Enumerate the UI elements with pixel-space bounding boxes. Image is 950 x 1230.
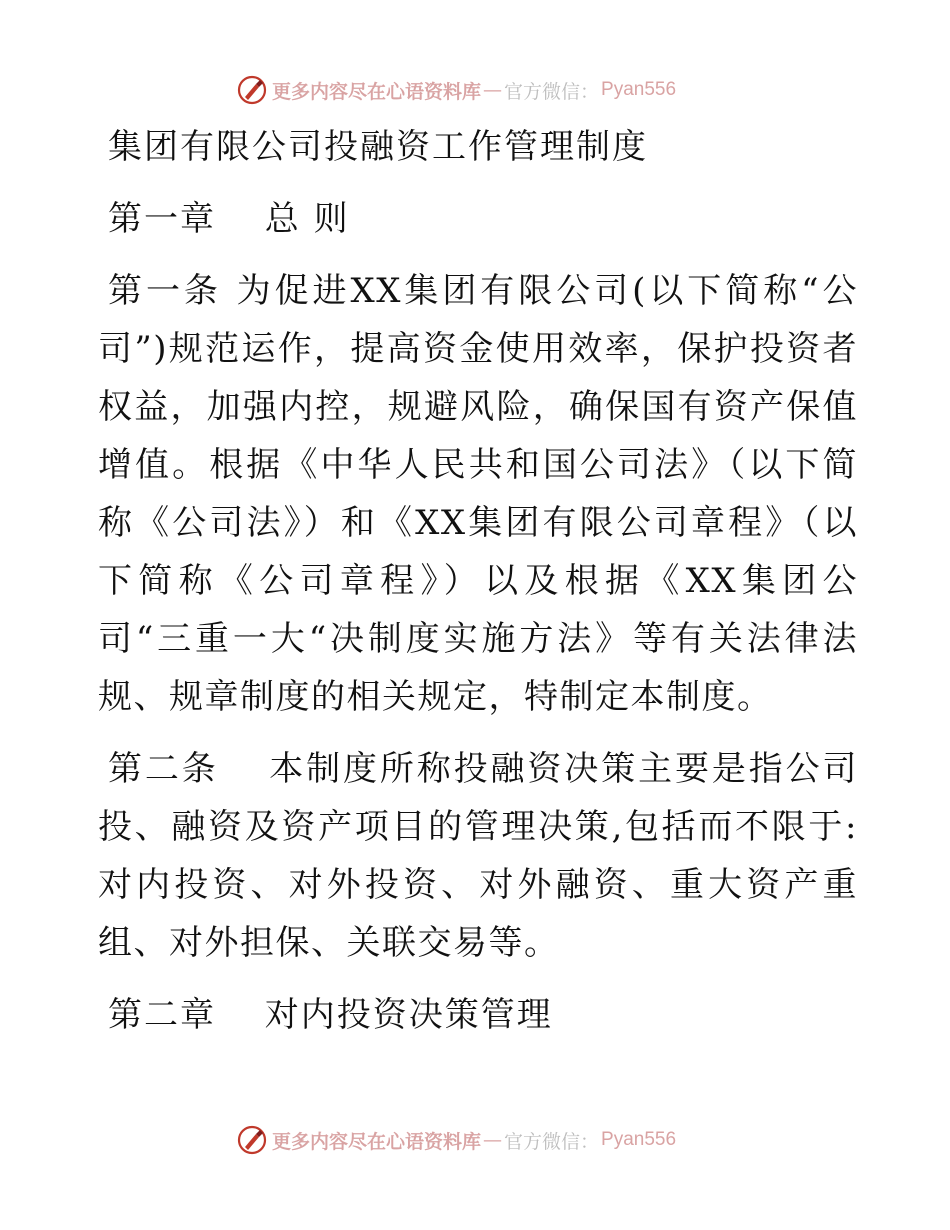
watermark-label: 官方微信： — [504, 80, 600, 103]
article-1: 第一条 为促进XX集团有限公司(以下简称“公司”)规范运作，提高资金使用效率，保护投资者权益，加强内控，规避风险，确保国有资产保值增值。根据《中华人民共和国公司法》（以下简称《公司法》）和《XX集团有限公司章程》（以下简称《公司章程》）以及根据《XX集团公司“三重一大“决制度实施方法》等有关法律法规、规章制度的相关规定，特制定本制度。 — [98, 271, 858, 717]
watermark-header — [236, 72, 676, 108]
watermark-site-text: 更多内容尽在心语资料库 — [272, 80, 482, 103]
article-2: 第二条 本制度所称投融资决策主要是指公司投、融资及资产项目的管理决策,包括而不限于:对内投资、对外投资、对外融资、重大资产重组、对外担保、关联交易等。 — [98, 749, 858, 963]
watermark-footer — [236, 1122, 676, 1158]
watermark-id: Pyan556 — [601, 1129, 677, 1150]
watermark-label: 官方微信： — [504, 1130, 600, 1153]
watermark-id: Pyan556 — [601, 79, 677, 100]
watermark-site-text: 更多内容尽在心语资料库 — [272, 1130, 482, 1153]
document-title: 集团有限公司投融资工作管理制度 — [108, 127, 648, 167]
watermark-separator: — — [483, 79, 503, 101]
watermark-separator: — — [483, 1129, 503, 1151]
chapter-2-heading: 第二章 对内投资决策管理 — [108, 995, 553, 1035]
chapter-1-heading: 第一章 总 则 — [108, 199, 350, 239]
pen-logo-icon — [236, 1124, 268, 1156]
pen-logo-icon — [236, 74, 268, 106]
document-body — [98, 118, 858, 1044]
